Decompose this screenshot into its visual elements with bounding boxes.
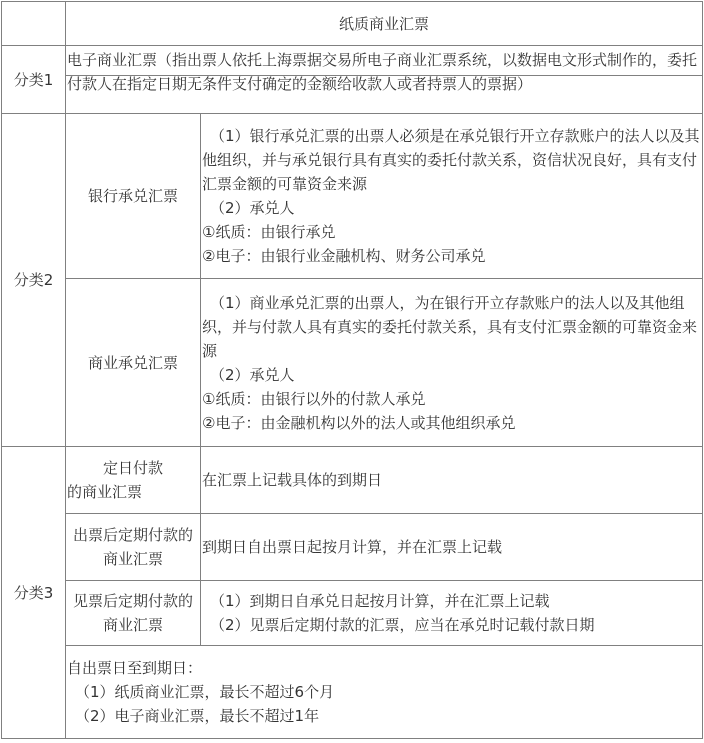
term-line-2: （1）纸质商业汇票，最长不超过6个月: [75, 683, 335, 701]
category2-label: 分类2: [2, 114, 66, 447]
fixed-date-content: 在汇票上记载具体的到期日: [201, 447, 703, 514]
commercial-acceptance-row: [2, 279, 703, 447]
category1-text-row: [2, 76, 703, 114]
term-row: [2, 646, 703, 739]
term-content: [66, 646, 703, 739]
fixed-date-name-line-1: 定日付款: [102, 459, 163, 477]
after-issue-name: [66, 514, 201, 581]
bank-acceptance-line-2: （2）承兑人: [210, 199, 295, 217]
commercial-acceptance-line-2: （2）承兑人: [210, 365, 295, 384]
commercial-acceptance-line-1: （1）商业承兑汇票的出票人，为在银行开立存款账户的法人以及其他组织，并与付款人具有真实的委托付款关系，具有支付汇票金额的可靠资金来源: [202, 293, 698, 360]
fixed-date-name-line-2: 的商业汇票: [67, 483, 143, 501]
bill-classification-table: [1, 1, 703, 739]
fixed-date-name: [66, 447, 201, 514]
commercial-acceptance-line-3: ①纸质：由银行以外的付款人承兑: [202, 389, 426, 408]
header-row: [2, 2, 703, 46]
after-sight-name-line-1: 见票后定期付款的: [72, 592, 193, 610]
term-line-3: （2）电子商业汇票，最长不超过1年: [75, 707, 320, 725]
after-sight-content: [201, 581, 703, 646]
after-sight-row: [2, 581, 703, 646]
commercial-acceptance-name: 商业承兑汇票: [66, 279, 201, 447]
category1-text-body: 电子商业汇票（指出票人依托上海票据交易所电子商业汇票系统，以数据电文形式制作的，委托付款人在指定日期无条件支付确定的金额给收款人或者持票人的票据）: [67, 51, 698, 93]
bank-acceptance-line-1: （1）银行承兑汇票的出票人必须是在承兑银行开立存款账户的法人以及其他组织，并与承兑银行具有真实的委托付款关系，资信状况良好，具有支付汇票金额的可靠资金来源: [202, 127, 700, 193]
after-issue-name-line-1: 出票后定期付款的: [72, 526, 193, 544]
fixed-date-row: [2, 447, 703, 514]
after-sight-name-line-2: 商业汇票: [102, 616, 163, 634]
category1-text: [66, 51, 703, 114]
after-issue-content: 到期日自出票日起按月计算，并在汇票上记载: [201, 514, 703, 581]
header-empty-cell: [2, 2, 66, 46]
after-sight-name: [66, 581, 201, 646]
bank-acceptance-line-4: ②电子：由银行业金融机构、财务公司承兑: [202, 247, 486, 265]
category3-label: 分类3: [2, 447, 66, 739]
after-sight-line-2: （2）见票后定期付款的汇票，应当在承兑时记载付款日期: [210, 616, 595, 634]
header-title: 纸质商业汇票: [66, 2, 703, 46]
commercial-acceptance-line-4: ②电子：由金融机构以外的法人或其他组织承兑: [202, 413, 516, 432]
bank-acceptance-row: [2, 114, 703, 279]
after-issue-row: [2, 514, 703, 581]
category1-label: 分类1: [2, 46, 66, 114]
commercial-acceptance-content: [201, 279, 703, 447]
after-sight-line-1: （1）到期日自承兑日起按月计算，并在汇票上记载: [210, 592, 550, 610]
after-issue-name-line-2: 商业汇票: [102, 550, 163, 568]
bank-acceptance-content: [201, 114, 703, 279]
bank-acceptance-line-3: ①纸质：由银行承兑: [202, 223, 336, 241]
bank-acceptance-name: 银行承兑汇票: [66, 114, 201, 279]
term-line-1: 自出票日至到期日：: [67, 659, 203, 677]
